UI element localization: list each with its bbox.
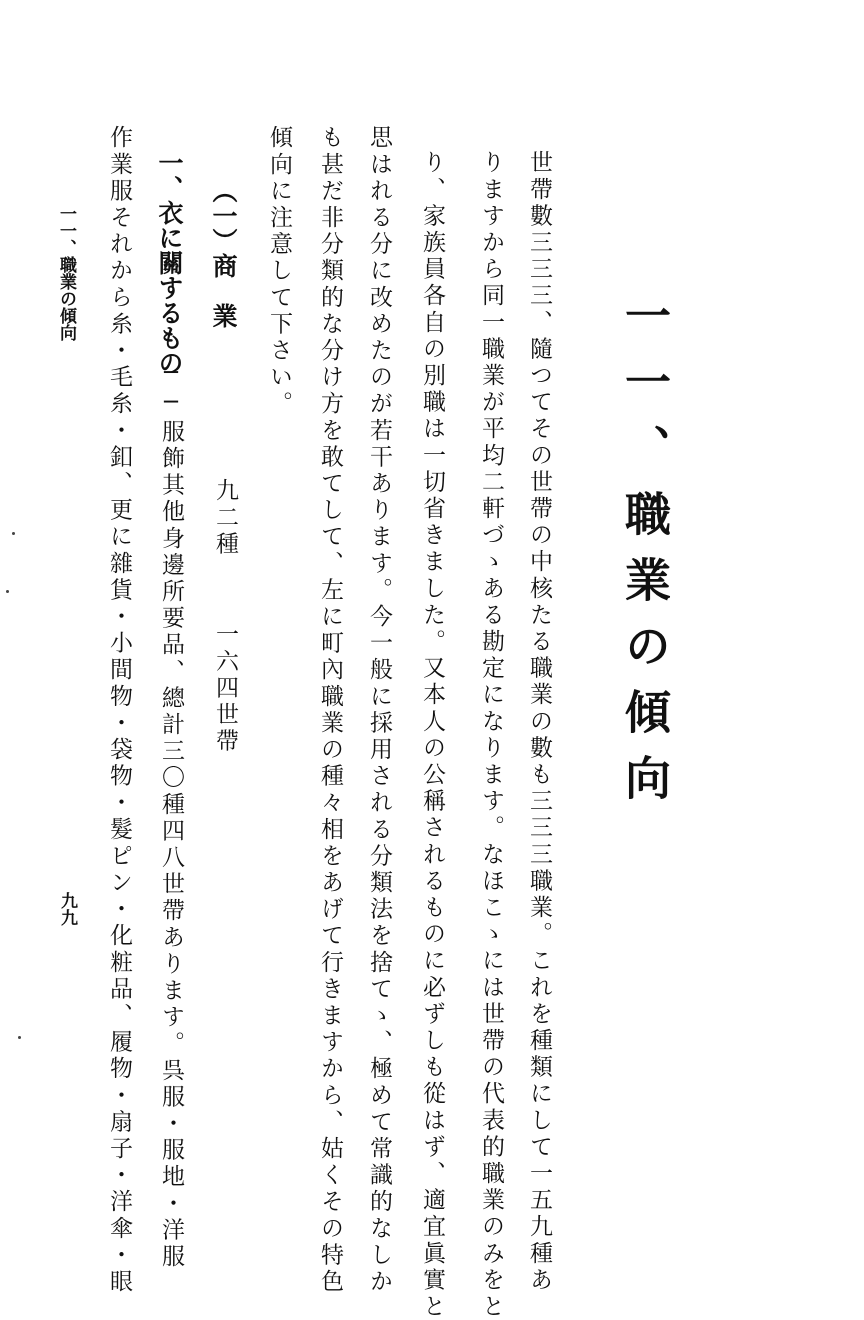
continuation-line: 作業服それから糸・毛糸・釦、更に雜貨・小間物・袋物・髮ピン・化粧品、履物・扇子・洋傘・眼: [106, 125, 132, 1296]
paragraph-line-3: り、家族員各自の別職は一切省きました。又本人の公稱されるものに必ずしも從はず、適宜眞實と: [419, 150, 445, 1320]
running-head: 一一、職業の傾向: [56, 205, 76, 341]
paragraph-line-2: りますから同一職業が平均二軒づゝある勘定になります。なほこゝには世帶の代表的職業のみをと: [478, 150, 504, 1320]
subsection-heading: 一、衣に關するもの: [155, 150, 184, 375]
page-number: 九九: [57, 892, 77, 926]
paper-speck: [6, 590, 9, 593]
section-kinds-count: 九二種: [212, 478, 238, 558]
chapter-title: 一一、職業の傾向: [618, 292, 672, 820]
paragraph-line-6: 傾向に注意して下さい。: [266, 125, 292, 418]
paragraph-line-4: 思はれる分に改めたのが若干あります。今一般に採用される分類法を捨てゝ、極めて常識的なしか: [366, 125, 392, 1296]
subsection-text: ──服飾其他身邊所要品、總計三〇種四八世帶あります。呉服・服地・洋服: [158, 360, 184, 1271]
section-heading: （一）商 業: [209, 178, 238, 328]
section-households-count: 一六四世帶: [212, 622, 238, 755]
paragraph-line-1: 世帶數三三三、隨つてその世帶の中核たる職業の數も三三三職業。これを種類にして一五九種あ: [526, 150, 552, 1294]
paper-speck: [18, 1036, 21, 1039]
paragraph-line-5: も甚だ非分類的な分け方を敢てして、左に町內職業の種々相をあげて行きますから、姑くその特色: [317, 125, 343, 1296]
paper-speck: [12, 532, 15, 535]
